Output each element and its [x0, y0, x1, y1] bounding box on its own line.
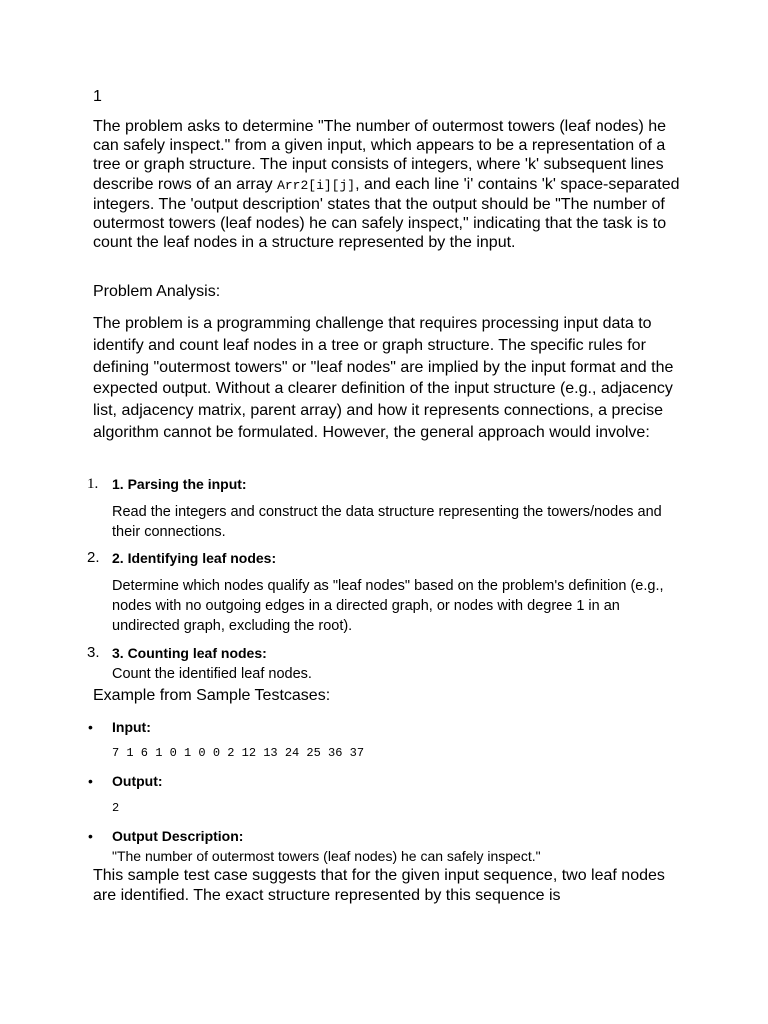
intro-paragraph: [93, 117, 683, 252]
input-label: Input:: [112, 719, 151, 735]
output-description-label: Output Description:: [112, 828, 244, 844]
step-title-identifying: 2. Identifying leaf nodes:: [112, 550, 277, 566]
intro-text-part1: The problem asks to determine "The number of outermost towers (leaf nodes) he can safely inspect." from a given input, which appears to be a representation of a tree or graph structure. The input consists of integers, where 'k' subsequent lines describe rows of an array: [93, 118, 667, 193]
array-code: Arr2[i][j]: [277, 177, 356, 193]
analysis-heading: Problem Analysis:: [93, 283, 221, 300]
analysis-paragraph: The problem is a programming challenge that requires processing input data to identify and count leaf nodes in a tree or graph structure. The specific rules for defining "outermost towers" or "leaf nodes" are implied by the input format and the expected output. Without a clearer definition of the input structure (e.g., adjacency list, adjacency matrix, parent array) and how it represents connections, a precise algorithm cannot be formulated. However, the general approach would involve:: [93, 315, 674, 441]
step-desc-parsing: Read the integers and construct the data structure representing the towers/nodes and their connections.: [112, 504, 662, 540]
output-description-value: "The number of outermost towers (leaf nodes) he can safely inspect.": [112, 848, 541, 864]
list-marker-1: 1.: [87, 476, 99, 492]
page-number: 1: [93, 88, 102, 105]
output-value: 2: [112, 801, 120, 815]
bullet-output: •: [88, 773, 93, 789]
intro-text-part2: , and each line 'i' contains 'k' space-separated integers. The 'output description' states that the output should be "The number of outermost towers (leaf nodes) he can safely inspect," indicating that the task is to count the leaf nodes in a structure represented by the input.: [93, 175, 680, 252]
bullet-output-description: •: [88, 828, 93, 844]
conclusion-paragraph: This sample test case suggests that for the given input sequence, two leaf nodes are identified. The exact structure represented by this sequence is: [93, 867, 665, 904]
bullet-input: •: [88, 719, 93, 735]
list-marker-3: 3.: [87, 644, 100, 661]
list-marker-2: 2.: [87, 549, 100, 566]
step-title-counting: 3. Counting leaf nodes:: [112, 645, 267, 661]
step-desc-identifying: Determine which nodes qualify as "leaf nodes" based on the problem's definition (e.g., nodes with no outgoing edges in a directed graph, or nodes with degree 1 in an undirected graph, excluding the root).: [112, 578, 664, 634]
input-value: 7 1 6 1 0 1 0 0 2 12 13 24 25 36 37: [112, 746, 365, 760]
example-heading: Example from Sample Testcases:: [93, 687, 331, 704]
step-desc-counting: Count the identified leaf nodes.: [112, 666, 312, 682]
step-title-parsing: 1. Parsing the input:: [112, 476, 247, 492]
output-label: Output:: [112, 773, 163, 789]
